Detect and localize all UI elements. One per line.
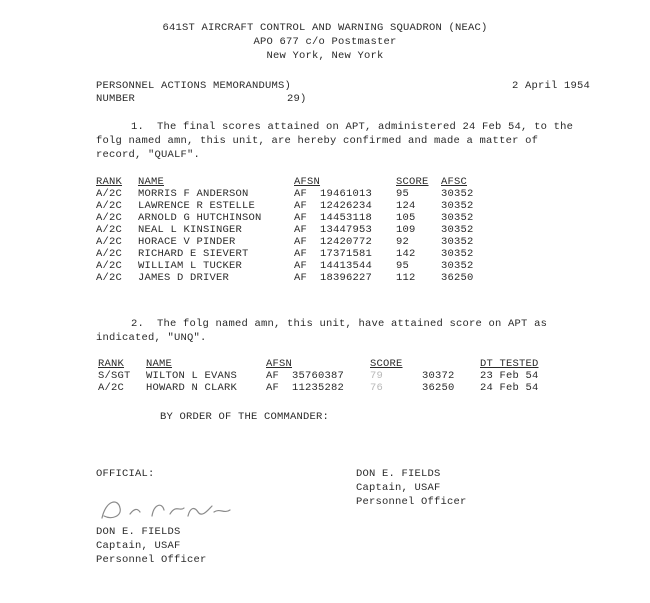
afsc-cell: 30352 xyxy=(441,200,474,212)
name-cell: LAWRENCE R ESTELLE xyxy=(138,200,256,212)
paragraph-1-line1: 1. The final scores attained on APT, administered 24 Feb 54, to the xyxy=(131,121,574,133)
afsc-cell: 30352 xyxy=(441,224,474,236)
afsc-cell: 36250 xyxy=(441,272,474,284)
afsc-cell: 36250 xyxy=(422,382,455,394)
table-row xyxy=(96,260,501,272)
score-cell: 112 xyxy=(396,272,416,284)
table-row xyxy=(98,370,560,382)
rank-cell: A/2C xyxy=(96,248,123,260)
afsn-cell: AF 19461013 xyxy=(294,188,373,200)
paragraph-2-line2: indicated, "UNQ". xyxy=(96,332,207,344)
paragraph-2-line1: 2. The folg named amn, this unit, have attained score on APT as xyxy=(131,318,548,330)
afsn-cell: AF 35760387 xyxy=(266,370,345,382)
official-label: OFFICIAL: xyxy=(96,468,155,480)
afsc-cell: 30352 xyxy=(441,260,474,272)
rank-cell: A/2C xyxy=(96,272,123,284)
afsn-cell: AF 12426234 xyxy=(294,200,373,212)
afsc-cell: 30352 xyxy=(441,188,474,200)
name-cell: ARNOLD G HUTCHINSON xyxy=(138,212,262,224)
score-cell: 105 xyxy=(396,212,416,224)
table-row xyxy=(96,272,501,284)
handwritten-signature xyxy=(96,494,246,524)
rank-cell: A/2C xyxy=(96,236,123,248)
memo-number-label: NUMBER xyxy=(96,93,136,105)
name-cell: HOWARD N CLARK xyxy=(146,382,238,394)
col-name: NAME xyxy=(138,176,165,188)
rank-cell: A/2C xyxy=(98,382,125,394)
name-cell: WILLIAM L TUCKER xyxy=(138,260,243,272)
afsc-cell: 30372 xyxy=(422,370,455,382)
col-afsn: AFSN xyxy=(266,358,293,370)
rank-cell: A/2C xyxy=(96,224,123,236)
unit-address-line2: New York, New York xyxy=(266,50,384,62)
commander-name: DON E. FIELDS xyxy=(356,468,441,480)
afsn-cell: AF 11235282 xyxy=(266,382,345,394)
score-cell: 109 xyxy=(396,224,416,236)
score-cell: 142 xyxy=(396,248,416,260)
official-rank: Captain, USAF xyxy=(96,540,181,552)
date-tested-cell: 23 Feb 54 xyxy=(480,370,539,382)
col-score: SCORE xyxy=(396,176,429,188)
afsc-cell: 30352 xyxy=(441,248,474,260)
official-name: DON E. FIELDS xyxy=(96,526,181,538)
table-header-row xyxy=(98,358,560,370)
paragraph-1-line2: folg named amn, this unit, are hereby confirmed and made a matter of xyxy=(96,135,539,147)
commander-title: Personnel Officer xyxy=(356,496,467,508)
col-afsc: AFSC xyxy=(441,176,468,188)
date-tested-cell: 24 Feb 54 xyxy=(480,382,539,394)
paragraph-1-line3: record, "QUALF". xyxy=(96,149,201,161)
name-cell: WILTON L EVANS xyxy=(146,370,238,382)
memo-date: 2 April 1954 xyxy=(512,80,591,92)
score-cell: 124 xyxy=(396,200,416,212)
unqualified-scores-table xyxy=(98,358,560,394)
table-row xyxy=(96,224,501,236)
afsn-cell: AF 12420772 xyxy=(294,236,373,248)
col-afsn: AFSN xyxy=(294,176,321,188)
table-row xyxy=(96,236,501,248)
unit-address-line1: APO 677 c/o Postmaster xyxy=(253,36,397,48)
table-row xyxy=(98,382,560,394)
rank-cell: A/2C xyxy=(96,212,123,224)
name-cell: NEAL L KINSINGER xyxy=(138,224,243,236)
afsn-cell: AF 13447953 xyxy=(294,224,373,236)
score-cell: 79 xyxy=(370,370,384,382)
afsn-cell: AF 17371581 xyxy=(294,248,373,260)
afsn-cell: AF 14453118 xyxy=(294,212,373,224)
unit-name: 641ST AIRCRAFT CONTROL AND WARNING SQUADRON (NEAC) xyxy=(162,22,488,34)
afsc-cell: 30352 xyxy=(441,236,474,248)
name-cell: RICHARD E SIEVERT xyxy=(138,248,249,260)
memo-number: 29) xyxy=(287,93,307,105)
name-cell: MORRIS F ANDERSON xyxy=(138,188,249,200)
name-cell: JAMES D DRIVER xyxy=(138,272,230,284)
official-title: Personnel Officer xyxy=(96,554,207,566)
qualified-scores-table xyxy=(96,176,501,284)
col-score: SCORE xyxy=(370,358,403,370)
commander-rank: Captain, USAF xyxy=(356,482,441,494)
col-date-tested: DT TESTED xyxy=(480,358,539,370)
name-cell: HORACE V PINDER xyxy=(138,236,236,248)
memo-title: PERSONNEL ACTIONS MEMORANDUMS) xyxy=(96,80,292,92)
score-cell: 95 xyxy=(396,260,410,272)
score-cell: 95 xyxy=(396,188,410,200)
rank-cell: A/2C xyxy=(96,200,123,212)
afsn-cell: AF 18396227 xyxy=(294,272,373,284)
score-cell: 92 xyxy=(396,236,410,248)
rank-cell: A/2C xyxy=(96,188,123,200)
col-name: NAME xyxy=(146,358,173,370)
afsc-cell: 30352 xyxy=(441,212,474,224)
table-row xyxy=(96,248,501,260)
table-row xyxy=(96,212,501,224)
table-row xyxy=(96,188,501,200)
table-header-row xyxy=(96,176,501,188)
by-order-line: BY ORDER OF THE COMMANDER: xyxy=(160,411,330,423)
rank-cell: S/SGT xyxy=(98,370,131,382)
col-rank: RANK xyxy=(96,176,123,188)
score-cell: 76 xyxy=(370,382,384,394)
table-row xyxy=(96,200,501,212)
rank-cell: A/2C xyxy=(96,260,123,272)
col-rank: RANK xyxy=(98,358,125,370)
col-afsc xyxy=(422,358,480,370)
afsn-cell: AF 14413544 xyxy=(294,260,373,272)
